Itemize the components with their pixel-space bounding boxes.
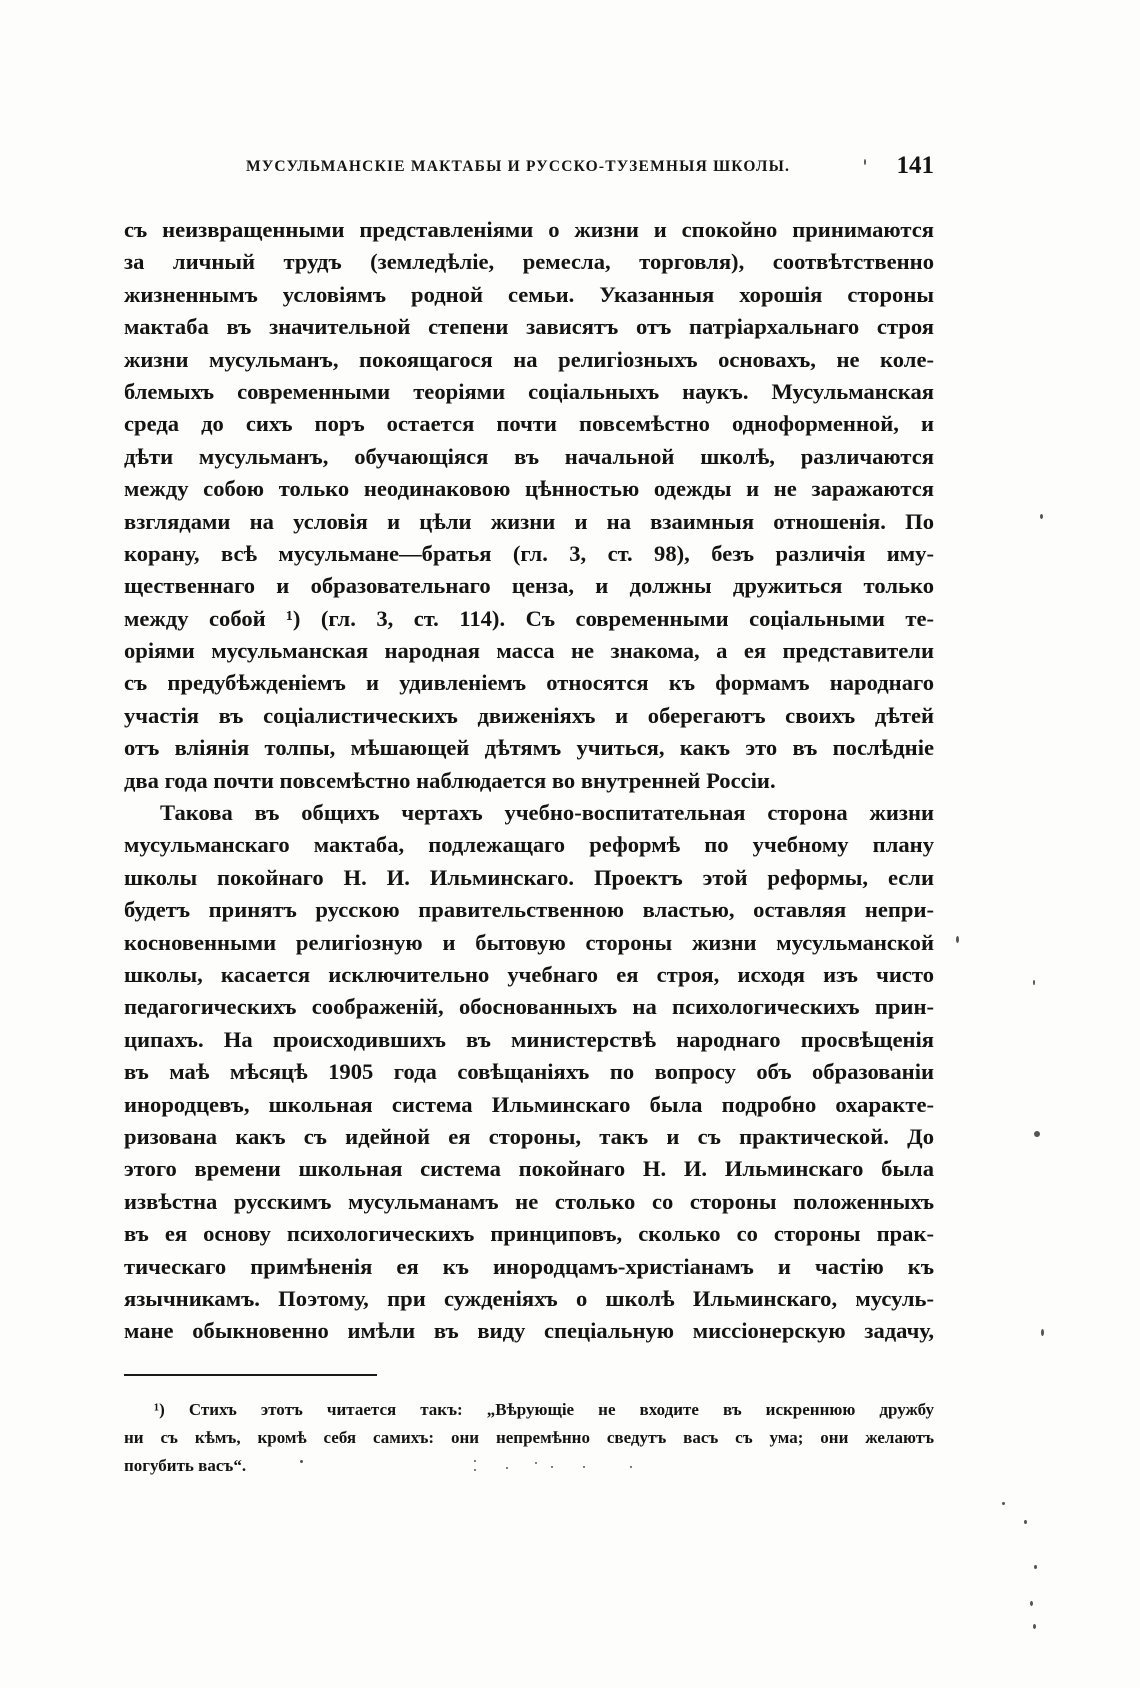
scan-speck bbox=[1033, 980, 1035, 985]
scan-speck bbox=[1033, 1624, 1036, 1629]
body-line: будетъ принятъ русскою правительственною властью, оставляя непри- bbox=[124, 897, 934, 923]
body-line: дѣти мусульманъ, обучающіяся въ начальной школѣ, различаются bbox=[124, 443, 934, 469]
running-head bbox=[238, 152, 936, 182]
scan-speck bbox=[1002, 1502, 1005, 1505]
body-line: мусульманскаго мактаба, подлежащаго реформѣ по учебному плану bbox=[124, 832, 934, 858]
body-text bbox=[124, 214, 934, 1348]
scan-speck bbox=[551, 1466, 553, 1468]
body-line: между собою только неодинаковою цѣнностью одежды и не заражаются bbox=[124, 476, 934, 502]
body-line: язычникамъ. Поэтому, при сужденіяхъ о школѣ Ильминскаго, мусуль- bbox=[124, 1285, 934, 1311]
body-line: взглядами на условія и цѣли жизни и на взаимныя отношенія. По bbox=[124, 508, 934, 534]
scan-speck bbox=[474, 1460, 476, 1462]
body-line: инородцевъ, школьная система Ильминскаго была подробно охаракте- bbox=[124, 1091, 934, 1117]
body-line: косновенными религіозную и бытовую стороны жизни мусульманской bbox=[124, 929, 934, 955]
body-line: школы, касается исключительно учебнаго ея строя, исходя изъ чисто bbox=[124, 961, 934, 987]
footnote-line: ¹) Стихъ этотъ читается такъ: „Вѣрующіе не входите въ искреннюю дружбу bbox=[154, 1400, 934, 1419]
scan-speck bbox=[956, 936, 959, 943]
body-line: щественнаго и образовательнаго ценза, и должны дружиться только bbox=[124, 573, 934, 599]
body-line: ризована какъ съ идейной ея стороны, такъ и съ практической. До bbox=[124, 1123, 934, 1149]
body-line: съ неизвращенными представленіями о жизни и спокойно принимаются bbox=[124, 217, 934, 242]
scan-speck bbox=[1030, 1601, 1033, 1606]
body-line: школы покойнаго Н. И. Ильминскаго. Проектъ этой реформы, если bbox=[124, 864, 934, 890]
body-line: два года почти повсемѣстно наблюдается во внутренней Россіи. bbox=[124, 767, 776, 793]
footnote bbox=[124, 1396, 934, 1480]
page-number: 141 bbox=[896, 152, 934, 179]
running-title: МУСУЛЬМАНСКІЕ МАКТАБЫ И РУССКО-ТУЗЕМНЫЯ ШКОЛЫ. bbox=[246, 158, 791, 175]
body-line-paragraph-start: Такова въ общихъ чертахъ учебно-воспитательная сторона жизни bbox=[160, 800, 934, 826]
scan-speck bbox=[630, 1466, 632, 1468]
scan-speck bbox=[1024, 1520, 1027, 1524]
body-line: между собой ¹) (гл. 3, ст. 114). Съ современными соціальными те- bbox=[124, 605, 934, 631]
scan-speck bbox=[864, 159, 866, 165]
body-line: тическаго примѣненія ея къ инородцамъ-христіанамъ и частію къ bbox=[124, 1253, 934, 1279]
scan-speck bbox=[506, 1467, 508, 1469]
body-line: среда до сихъ поръ остается почти повсемѣстно одноформенной, и bbox=[124, 411, 934, 437]
body-line: блемыхъ современными теоріями соціальныхъ наукъ. Мусульманская bbox=[124, 378, 934, 404]
footnote-separator bbox=[124, 1374, 377, 1376]
body-line: извѣстна русскимъ мусульманамъ не столько со стороны положенныхъ bbox=[124, 1188, 934, 1214]
footnote-line: погубить васъ“. bbox=[124, 1456, 247, 1475]
scan-speck bbox=[1034, 1565, 1037, 1569]
footnote-line: ни съ кѣмъ, кромѣ себя самихъ: они непремѣнно сведутъ васъ съ ума; они желаютъ bbox=[124, 1428, 934, 1447]
scan-speck bbox=[474, 1469, 476, 1471]
scan-speck bbox=[535, 1462, 537, 1464]
body-line: жизни мусульманъ, покоящагося на религіозныхъ основахъ, не коле- bbox=[124, 346, 934, 372]
body-line: участія въ соціалистическихъ движеніяхъ и оберегаютъ своихъ дѣтей bbox=[124, 702, 934, 728]
body-line: жизненнымъ условіямъ родной семьи. Указанныя хорошія стороны bbox=[124, 281, 934, 307]
body-line: мане обыкновенно имѣли въ виду спеціальную миссіонерскую задачу, bbox=[124, 1318, 934, 1344]
body-line: оріями мусульманская народная масса не знакома, а ея представители bbox=[124, 638, 934, 664]
scan-speck bbox=[1041, 1329, 1044, 1336]
body-line: мактаба въ значительной степени зависятъ отъ патріархальнаго строя bbox=[124, 314, 934, 340]
body-line: отъ вліянія толпы, мѣшающей дѣтямъ учиться, какъ это въ послѣдніе bbox=[124, 735, 934, 761]
scan-speck bbox=[1034, 1131, 1040, 1137]
body-line: корану, всѣ мусульмане—братья (гл. 3, ст. 98), безъ различія иму- bbox=[124, 540, 934, 566]
body-line: педагогическихъ соображеній, обоснованныхъ на психологическихъ прин- bbox=[124, 994, 934, 1020]
body-line: этого времени школьная система покойнаго Н. И. Ильминскаго была bbox=[124, 1156, 934, 1182]
scan-speck bbox=[583, 1466, 585, 1468]
body-line: за личный трудъ (земледѣліе, ремесла, торговля), соотвѣтственно bbox=[124, 249, 934, 275]
body-line: въ ея основу психологическихъ принциповъ, сколько со стороны прак- bbox=[124, 1221, 934, 1247]
body-line: въ маѣ мѣсяцѣ 1905 года совѣщаніяхъ по вопросу объ образованіи bbox=[124, 1059, 934, 1085]
body-line: съ предубѣжденіемъ и удивленіемъ относятся къ формамъ народнаго bbox=[124, 670, 934, 696]
scan-speck bbox=[300, 1460, 303, 1463]
body-line: ципахъ. На происходившихъ въ министерствѣ народнаго просвѣщенія bbox=[124, 1026, 934, 1052]
scan-speck bbox=[1040, 514, 1043, 519]
